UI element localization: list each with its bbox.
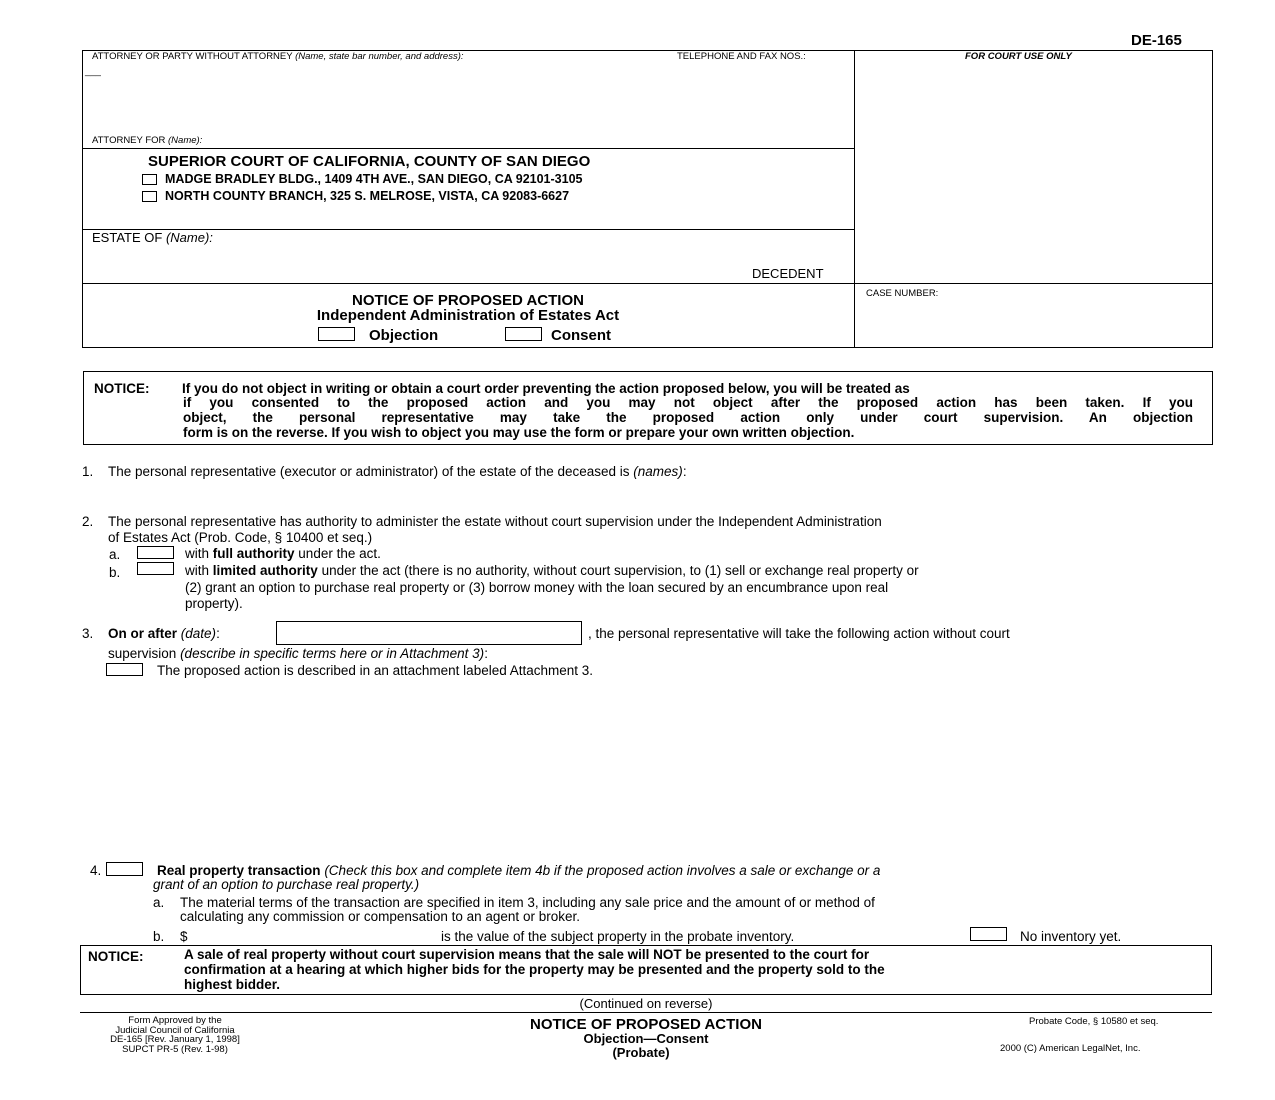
item2-line: The personal representative has authority to administer the estate without court supervision under the Independent Administration [108, 514, 882, 529]
court-option-checkbox[interactable] [142, 174, 157, 185]
item3-label: On or after (date): [108, 626, 220, 641]
item4a-line: The material terms of the transaction are specified in item 3, including any sale price and the amount of or method of [180, 895, 875, 910]
decedent-label: DECEDENT [752, 266, 824, 281]
continued-note: (Continued on reverse) [579, 996, 713, 1011]
footer-subtitle2: (Probate) [612, 1045, 670, 1060]
notice-top-line: if you consented to the proposed action and you may not object after the proposed action has been taken. If you [183, 395, 1193, 410]
form-number: DE-165 [1131, 32, 1182, 49]
item3-after-text: , the personal representative will take the following action without court [588, 626, 1010, 641]
estate-label: ESTATE OF (Name): [92, 230, 213, 245]
notice-top-line: object, the personal representative may take the proposed action only under court supervision. An objection [183, 410, 1193, 425]
consent-label: Consent [551, 327, 611, 344]
notice-top-line: If you do not object in writing or obtain a court order preventing the action proposed below, you will be treated as [182, 381, 910, 396]
item3-date-input[interactable] [276, 621, 582, 645]
notice-bottom-label: NOTICE: [88, 949, 144, 964]
attorney-for-label: ATTORNEY FOR (Name): [92, 135, 203, 146]
title-top-line [82, 283, 1213, 284]
item2a-letter: a. [109, 547, 121, 562]
item1-number: 1. [82, 464, 94, 479]
header-divider [854, 50, 855, 348]
objection-checkbox[interactable] [318, 327, 355, 341]
footer-statute: Probate Code, § 10580 et seq. [1029, 1016, 1159, 1027]
court-option-checkbox[interactable] [142, 191, 157, 202]
notice-bottom-line: highest bidder. [184, 977, 281, 992]
case-number-label: CASE NUMBER: [866, 288, 939, 299]
objection-label: Objection [369, 327, 439, 344]
footer-title: NOTICE OF PROPOSED ACTION [530, 1016, 762, 1033]
phone-label: TELEPHONE AND FAX NOS.: [677, 51, 806, 62]
inventory-value-field[interactable] [192, 928, 432, 944]
notice-bottom-line: confirmation at a hearing at which higher bids for the property may be presented and the property sold to the [184, 962, 885, 977]
item2a-text: with full authority under the act. [185, 546, 381, 561]
item4a-line: calculating any commission or compensation to an agent or broker. [180, 909, 580, 924]
item3-description-field[interactable] [108, 684, 1208, 854]
item2b-letter: b. [109, 565, 121, 580]
court-name: SUPERIOR COURT OF CALIFORNIA, COUNTY OF SAN DIEGO [148, 153, 591, 170]
real-property-checkbox[interactable] [106, 862, 143, 876]
full-authority-checkbox[interactable] [137, 546, 174, 559]
item2-line: of Estates Act (Prob. Code, § 10400 et seq.) [108, 530, 373, 545]
footer-copyright: 2000 (C) American LegalNet, Inc. [1000, 1043, 1141, 1054]
item4b-letter: b. [153, 929, 165, 944]
attorney-label: ATTORNEY OR PARTY WITHOUT ATTORNEY (Name, state bar number, and address): [92, 51, 464, 62]
notice-bottom-line: A sale of real property without court supervision means that the sale will NOT be presented to the court for [184, 947, 870, 962]
item3-number: 3. [82, 626, 94, 641]
item2b-line: property). [185, 596, 243, 611]
item4-hint-line2: grant of an option to purchase real property.) [153, 877, 420, 892]
consent-checkbox[interactable] [505, 327, 542, 341]
no-inventory-label: No inventory yet. [1020, 929, 1122, 944]
court-option-north[interactable]: NORTH COUNTY BRANCH, 325 S. MELROSE, VISTA, CA 92083-6627 [142, 189, 569, 203]
footer-rule [80, 1012, 1212, 1013]
item2b-text: with limited authority under the act (there is no authority, without court supervision, to (1) sell or exchange real property or [185, 563, 919, 578]
court-option-downtown[interactable]: MADGE BRADLEY BLDG., 1409 4TH AVE., SAN DIEGO, CA 92101-3105 [142, 172, 582, 186]
form-subtitle: Independent Administration of Estates Act [316, 307, 620, 324]
item4b-dollar: $ [180, 929, 188, 944]
footer-subtitle: Objection—Consent [583, 1031, 709, 1046]
case-number-field[interactable] [866, 302, 1206, 342]
footer-left: Form Approved by the Judicial Council of California DE-165 [Rev. January 1, 1998] SUPCT PR-5 (Rev. 1-98) [110, 1015, 240, 1055]
item4a-letter: a. [153, 895, 165, 910]
no-inventory-checkbox[interactable] [970, 927, 1007, 941]
attorney-field[interactable]: ___ [85, 66, 101, 77]
form-title: NOTICE OF PROPOSED ACTION [352, 292, 584, 309]
notice-top-line: form is on the reverse. If you wish to object you may use the form or prepare your own written objection. [183, 425, 855, 440]
item1-names-field[interactable] [108, 482, 1208, 506]
item4b-text: is the value of the subject property in the probate inventory. [441, 929, 795, 944]
item3-line2: supervision (describe in specific terms here or in Attachment 3): [108, 646, 488, 661]
item4-number: 4. [90, 863, 102, 878]
notice-top-label: NOTICE: [94, 381, 150, 396]
attachment3-text: The proposed action is described in an attachment labeled Attachment 3. [157, 663, 594, 678]
item1-text: The personal representative (executor or administrator) of the estate of the deceased is (names): [108, 464, 687, 479]
item2b-line: (2) grant an option to purchase real property or (3) borrow money with the loan secured by an encumbrance upon real [185, 580, 889, 595]
item4-label: Real property transaction (Check this box and complete item 4b if the proposed action involves a sale or exchange or a [157, 863, 881, 878]
court-top-line [82, 148, 854, 149]
limited-authority-checkbox[interactable] [137, 562, 174, 575]
item2-number: 2. [82, 514, 94, 529]
attachment3-checkbox[interactable] [106, 663, 143, 676]
court-use-label: FOR COURT USE ONLY [965, 51, 1072, 62]
